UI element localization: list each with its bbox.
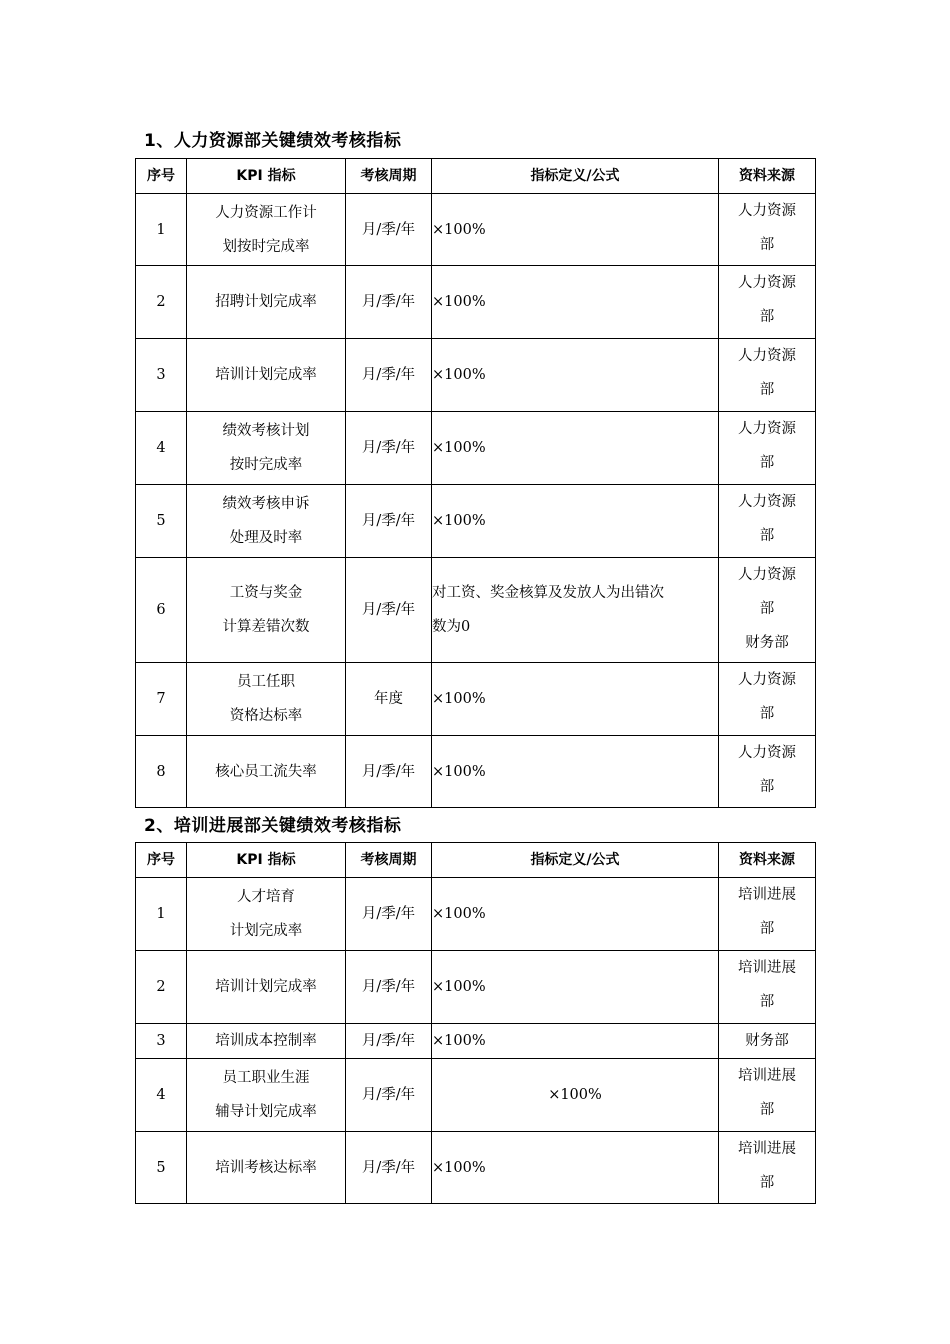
cell-no: 4 xyxy=(136,412,187,485)
cell-formula-line: ×100% xyxy=(432,691,486,707)
cell-period: 月/季/年 xyxy=(346,736,432,808)
table-header-row xyxy=(136,159,816,194)
cell-source-line: 培训进展 xyxy=(738,1141,796,1157)
header-no: 序号 xyxy=(136,159,187,194)
cell-formula xyxy=(432,1024,719,1059)
cell-kpi-line: 培训考核达标率 xyxy=(215,1159,317,1176)
cell-no: 4 xyxy=(136,1059,187,1132)
cell-kpi-line: 计划完成率 xyxy=(229,923,303,939)
cell-formula-line: ×100% xyxy=(432,367,486,383)
cell-period: 年度 xyxy=(346,663,432,736)
cell-source-line: 部 xyxy=(759,779,775,795)
header-formula: 指标定义/公式 xyxy=(432,843,719,878)
cell-formula-line: ×100% xyxy=(432,513,486,529)
cell-kpi xyxy=(187,878,346,951)
cell-period: 月/季/年 xyxy=(346,194,432,266)
cell-kpi-line: 绩效考核申诉 xyxy=(222,496,310,512)
cell-kpi xyxy=(187,194,346,266)
cell-source-line: 人力资源 xyxy=(738,567,796,583)
section2-title: 2、培训进展部关键绩效考核指标 xyxy=(144,816,402,836)
table-header-row xyxy=(136,843,816,878)
cell-kpi xyxy=(187,485,346,558)
cell-source-line: 部 xyxy=(759,994,775,1010)
cell-no: 2 xyxy=(136,266,187,339)
cell-source-line: 部 xyxy=(759,455,775,471)
cell-source-line: 部 xyxy=(759,706,775,722)
cell-formula xyxy=(432,736,719,808)
cell-kpi xyxy=(187,339,346,412)
cell-formula-line: ×100% xyxy=(432,221,486,238)
cell-kpi-line: 人力资源工作计 xyxy=(215,204,317,221)
training-kpi-table xyxy=(135,842,816,1204)
cell-period: 月/季/年 xyxy=(346,1132,432,1204)
table-row xyxy=(136,878,816,951)
cell-source-line: 培训进展 xyxy=(738,1068,796,1084)
cell-source xyxy=(719,1059,816,1132)
cell-period: 月/季/年 xyxy=(346,412,432,485)
cell-source xyxy=(719,266,816,339)
cell-kpi-line: 资格达标率 xyxy=(229,708,303,724)
cell-no: 6 xyxy=(136,558,187,663)
table-row xyxy=(136,558,816,663)
cell-formula xyxy=(432,485,719,558)
cell-source-line: 人力资源 xyxy=(738,203,796,219)
cell-source-line: 部 xyxy=(759,528,775,544)
cell-formula-line: ×100% xyxy=(432,294,486,310)
cell-kpi-line: 人才培育 xyxy=(237,889,295,905)
cell-source-line: 部 xyxy=(759,382,775,398)
cell-formula-line: ×100% xyxy=(432,763,486,780)
cell-kpi xyxy=(187,951,346,1024)
cell-formula xyxy=(432,339,719,412)
cell-period: 月/季/年 xyxy=(346,558,432,663)
cell-no: 7 xyxy=(136,663,187,736)
header-formula: 指标定义/公式 xyxy=(432,159,719,194)
cell-formula-line: 对工资、奖金核算及发放人为出错次 xyxy=(432,585,664,601)
header-period: 考核周期 xyxy=(346,159,432,194)
cell-no: 1 xyxy=(136,194,187,266)
table-row xyxy=(136,736,816,808)
cell-period: 月/季/年 xyxy=(346,951,432,1024)
cell-formula xyxy=(432,194,719,266)
table-row xyxy=(136,194,816,266)
cell-kpi xyxy=(187,1059,346,1132)
table-row xyxy=(136,1132,816,1204)
cell-no: 5 xyxy=(136,485,187,558)
cell-kpi xyxy=(187,558,346,663)
cell-formula xyxy=(432,1132,719,1204)
cell-source-line: 部 xyxy=(759,601,775,617)
cell-formula-line: ×100% xyxy=(432,906,486,922)
cell-period: 月/季/年 xyxy=(346,339,432,412)
cell-formula-line: ×100% xyxy=(432,1033,486,1049)
table-row xyxy=(136,1059,816,1132)
cell-source xyxy=(719,485,816,558)
cell-source-line: 人力资源 xyxy=(738,494,796,510)
cell-kpi-line: 培训计划完成率 xyxy=(215,367,317,383)
cell-formula xyxy=(432,558,719,663)
cell-no: 3 xyxy=(136,1024,187,1059)
cell-kpi-line: 绩效考核计划 xyxy=(222,423,310,439)
header-source: 资料来源 xyxy=(719,843,816,878)
cell-source-line: 培训进展 xyxy=(738,887,796,903)
cell-kpi-line: 员工职业生涯 xyxy=(222,1070,310,1086)
cell-formula xyxy=(432,878,719,951)
cell-formula xyxy=(432,951,719,1024)
cell-period: 月/季/年 xyxy=(346,1024,432,1059)
cell-source xyxy=(719,412,816,485)
table-row xyxy=(136,951,816,1024)
cell-source xyxy=(719,663,816,736)
cell-formula-line: 数为0 xyxy=(432,619,471,635)
cell-formula-line: ×100% xyxy=(548,1087,602,1103)
cell-source xyxy=(719,558,816,663)
hr-kpi-table xyxy=(135,158,816,808)
cell-kpi xyxy=(187,1024,346,1059)
table-row xyxy=(136,412,816,485)
cell-kpi-line: 培训计划完成率 xyxy=(215,979,317,995)
cell-source-line: 部 xyxy=(759,237,775,253)
cell-formula xyxy=(432,412,719,485)
cell-source-line: 人力资源 xyxy=(738,672,796,688)
cell-kpi xyxy=(187,736,346,808)
cell-source-line: 人力资源 xyxy=(738,348,796,364)
table-row xyxy=(136,485,816,558)
cell-kpi-line: 划按时完成率 xyxy=(222,238,310,255)
header-kpi: KPI 指标 xyxy=(187,843,346,878)
cell-source xyxy=(719,951,816,1024)
cell-source xyxy=(719,878,816,951)
cell-source xyxy=(719,1132,816,1204)
cell-kpi-line: 辅导计划完成率 xyxy=(215,1104,317,1120)
cell-source-line: 人力资源 xyxy=(738,421,796,437)
cell-source xyxy=(719,736,816,808)
cell-no: 2 xyxy=(136,951,187,1024)
cell-formula xyxy=(432,266,719,339)
table-row xyxy=(136,266,816,339)
cell-source-line: 部 xyxy=(759,1175,775,1191)
table-row xyxy=(136,1024,816,1059)
cell-formula xyxy=(432,1059,719,1132)
cell-kpi xyxy=(187,266,346,339)
cell-kpi xyxy=(187,1132,346,1204)
cell-source xyxy=(719,194,816,266)
table-row xyxy=(136,663,816,736)
cell-kpi-line: 核心员工流失率 xyxy=(215,763,317,780)
cell-source-line: 部 xyxy=(759,921,775,937)
cell-formula-line: ×100% xyxy=(432,979,486,995)
cell-no: 8 xyxy=(136,736,187,808)
cell-source-line: 人力资源 xyxy=(738,745,796,761)
cell-formula xyxy=(432,663,719,736)
cell-no: 3 xyxy=(136,339,187,412)
cell-kpi-line: 员工任职 xyxy=(237,674,295,690)
cell-kpi-line: 培训成本控制率 xyxy=(215,1033,317,1049)
header-kpi: KPI 指标 xyxy=(187,159,346,194)
cell-period: 月/季/年 xyxy=(346,878,432,951)
cell-kpi-line: 工资与奖金 xyxy=(229,585,303,601)
cell-source-line: 部 xyxy=(759,1102,775,1118)
cell-source-line: 培训进展 xyxy=(738,960,796,976)
cell-source-line: 财务部 xyxy=(745,635,789,651)
table-row xyxy=(136,339,816,412)
cell-kpi-line: 计算差错次数 xyxy=(222,619,310,635)
section1-title: 1、人力资源部关键绩效考核指标 xyxy=(144,131,402,151)
cell-period: 月/季/年 xyxy=(346,485,432,558)
cell-kpi-line: 处理及时率 xyxy=(229,530,303,546)
header-period: 考核周期 xyxy=(346,843,432,878)
cell-source-line: 人力资源 xyxy=(738,275,796,291)
cell-no: 5 xyxy=(136,1132,187,1204)
cell-period: 月/季/年 xyxy=(346,1059,432,1132)
cell-formula-line: ×100% xyxy=(432,440,486,456)
cell-formula-line: ×100% xyxy=(432,1159,486,1176)
cell-source xyxy=(719,339,816,412)
cell-source-line: 部 xyxy=(759,309,775,325)
cell-source xyxy=(719,1024,816,1059)
header-no: 序号 xyxy=(136,843,187,878)
cell-kpi xyxy=(187,412,346,485)
cell-period: 月/季/年 xyxy=(346,266,432,339)
cell-kpi xyxy=(187,663,346,736)
cell-kpi-line: 按时完成率 xyxy=(229,457,303,473)
cell-no: 1 xyxy=(136,878,187,951)
cell-kpi-line: 招聘计划完成率 xyxy=(215,294,317,310)
header-source: 资料来源 xyxy=(719,159,816,194)
cell-source-line: 财务部 xyxy=(745,1033,789,1049)
